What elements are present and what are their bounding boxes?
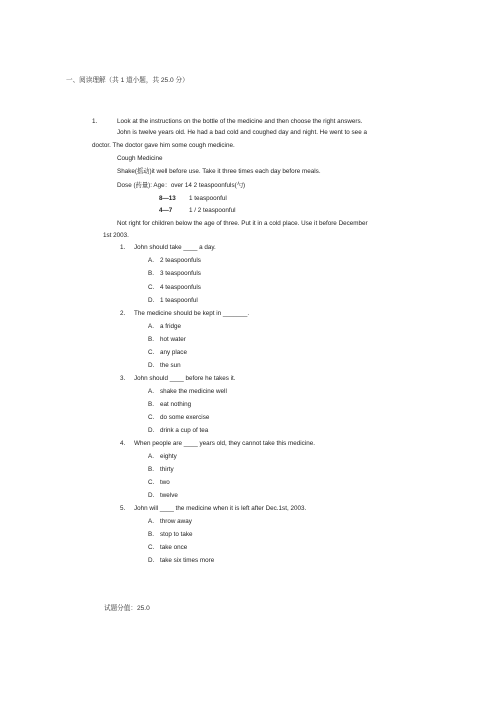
- option-letter: A.: [148, 257, 154, 264]
- subquestion-number: 5.: [120, 505, 126, 512]
- option[interactable]: [148, 478, 170, 487]
- subquestion-text: John should ____ before he takes it.: [134, 375, 236, 382]
- option-text: any place: [160, 349, 187, 356]
- option[interactable]: [148, 556, 214, 565]
- option-text: stop to take: [160, 531, 193, 538]
- passage-line-1: John is twelve years old. He had a bad cold and coughed day and night. He went to see a: [117, 129, 367, 136]
- option-letter: A.: [148, 388, 154, 395]
- option-text: drink a cup of tea: [160, 427, 209, 434]
- subquestion-number: 1.: [120, 244, 126, 251]
- option[interactable]: [148, 387, 227, 396]
- option-letter: D.: [148, 492, 155, 499]
- option-letter: A.: [148, 323, 154, 330]
- option[interactable]: [148, 348, 187, 357]
- option-text: 3 teaspoonfuls: [160, 270, 201, 277]
- option-letter: A.: [148, 453, 154, 460]
- option[interactable]: [148, 283, 201, 292]
- option-text: hot water: [160, 336, 186, 343]
- option-text: 4 teaspoonfuls: [160, 284, 201, 291]
- option-letter: B.: [148, 270, 154, 277]
- shake-instruction: Shake(摇动)it well before use. Take it three times each day before meals.: [117, 168, 321, 175]
- dose-row2-amount: 1 / 2 teaspoonful: [189, 207, 236, 214]
- option[interactable]: [148, 400, 191, 409]
- option-text: do some exercise: [160, 414, 210, 421]
- option-letter: D.: [148, 297, 155, 304]
- option[interactable]: [148, 426, 208, 435]
- note-line-1: Not right for children below the age of three. Put it in a cold place. Use it before December: [117, 220, 368, 227]
- option-letter: D.: [148, 557, 155, 564]
- option-text: take once: [160, 544, 188, 551]
- section-header: 一、阅读理解（共 1 道小题，共 25.0 分）: [66, 77, 189, 84]
- option-text: 1 teaspoonful: [160, 297, 198, 304]
- option[interactable]: [148, 543, 187, 552]
- subquestion-text: When people are ____ years old, they cannot take this medicine.: [134, 440, 315, 447]
- option-letter: D.: [148, 427, 155, 434]
- option-text: two: [160, 479, 170, 486]
- medicine-title: Cough Medicine: [117, 155, 163, 162]
- option-letter: C.: [148, 349, 155, 356]
- option-text: 2 teaspoonfuls: [160, 257, 201, 264]
- option[interactable]: [148, 530, 193, 539]
- option-text: the sun: [160, 362, 181, 369]
- option-letter: A.: [148, 518, 154, 525]
- option[interactable]: [148, 465, 174, 474]
- option-letter: C.: [148, 479, 155, 486]
- dose-line: Dose (药量): Age：over 14 2 teaspoonfuls(勺): [117, 182, 246, 189]
- option[interactable]: [148, 413, 209, 422]
- subquestion-number: 3.: [120, 375, 126, 382]
- dose-row1-age: 8—13: [159, 195, 176, 202]
- option[interactable]: [148, 256, 201, 265]
- option-letter: C.: [148, 544, 155, 551]
- option-letter: B.: [148, 466, 154, 473]
- dose-row2-age: 4—7: [159, 207, 173, 214]
- option-letter: C.: [148, 414, 155, 421]
- option-letter: C.: [148, 284, 155, 291]
- subquestion-number: 4.: [120, 440, 126, 447]
- option[interactable]: [148, 296, 198, 305]
- option-text: a fridge: [160, 323, 182, 330]
- option-text: twelve: [160, 492, 178, 499]
- passage-line-2: doctor. The doctor gave him some cough medicine.: [92, 142, 235, 149]
- subquestion-text: John should take ____ a day.: [134, 244, 216, 251]
- question-instruction: Look at the instructions on the bottle of the medicine and then choose the right answers.: [117, 118, 363, 125]
- option[interactable]: [148, 517, 192, 526]
- option-letter: B.: [148, 531, 154, 538]
- option[interactable]: [148, 361, 181, 370]
- option-text: take six times more: [160, 557, 215, 564]
- option-letter: D.: [148, 362, 155, 369]
- option-text: thirty: [160, 466, 174, 473]
- option-text: shake the medicine well: [160, 388, 227, 395]
- question-number: 1.: [92, 118, 98, 125]
- note-line-2: 1st 2003.: [103, 232, 129, 239]
- subquestion-text: The medicine should be kept in _______.: [134, 310, 250, 317]
- option[interactable]: [148, 322, 181, 331]
- option[interactable]: [148, 491, 178, 500]
- option[interactable]: [148, 452, 177, 461]
- option-text: eighty: [160, 453, 177, 460]
- dose-row1-amount: 1 teaspoonful: [189, 195, 227, 202]
- subquestion-number: 2.: [120, 310, 126, 317]
- option-text: eat nothing: [160, 401, 192, 408]
- option[interactable]: [148, 335, 186, 344]
- option-text: throw away: [160, 518, 192, 525]
- option[interactable]: [148, 269, 201, 278]
- option-letter: B.: [148, 401, 154, 408]
- score-label: 试题分值：25.0: [104, 605, 150, 612]
- subquestion-text: John will ____ the medicine when it is left after Dec.1st, 2003.: [134, 505, 307, 512]
- option-letter: B.: [148, 336, 154, 343]
